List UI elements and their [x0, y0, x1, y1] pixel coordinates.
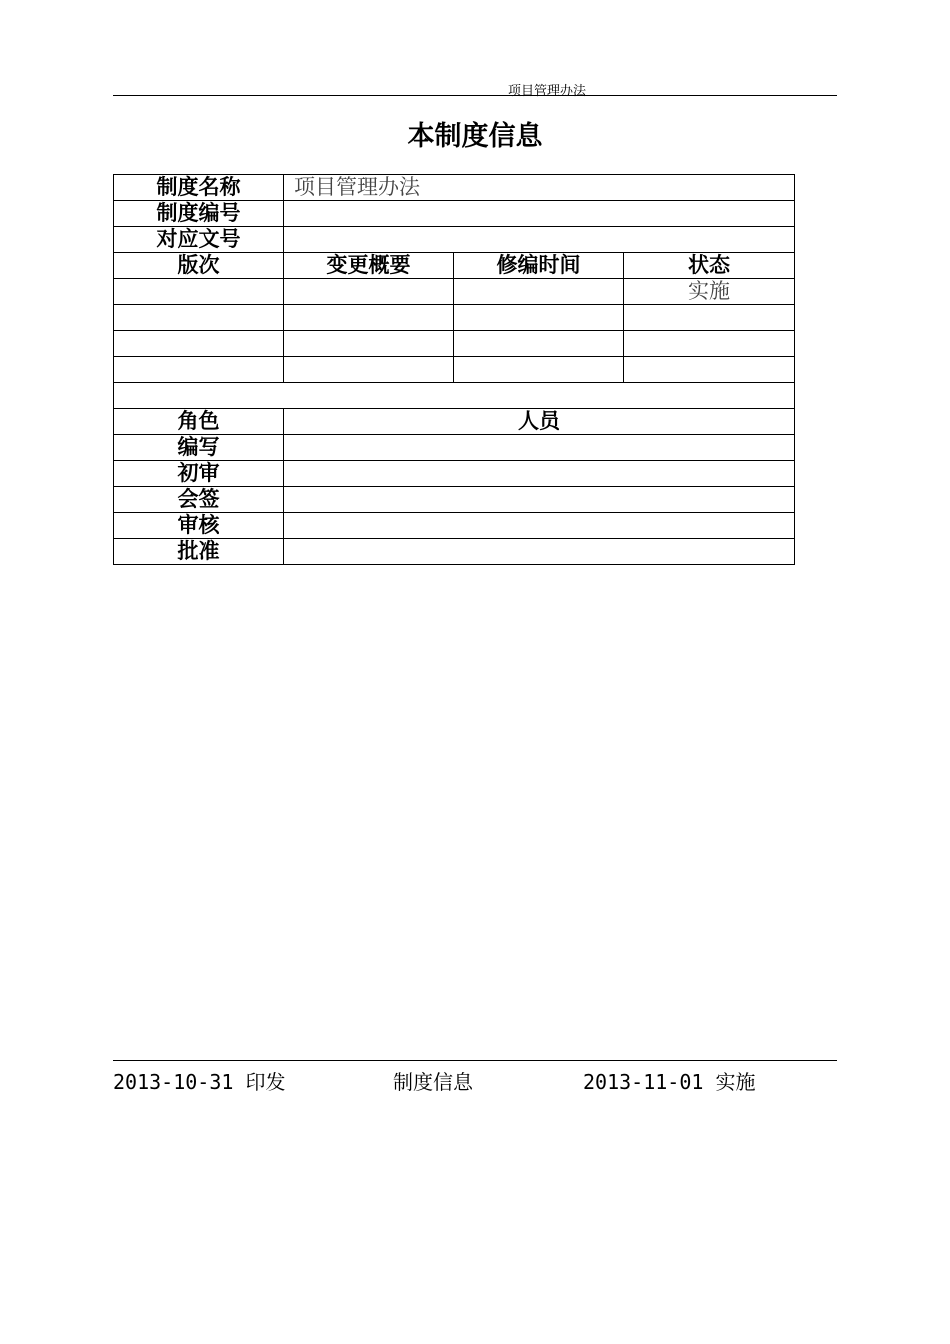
personnel-cell: [284, 513, 795, 539]
revision-time-cell: [454, 305, 624, 331]
footer-effective-date: 2013-11-01 实施: [583, 1070, 756, 1094]
change-summary-cell: [284, 305, 454, 331]
footer-issue-date: 2013-10-31 印发: [113, 1070, 286, 1094]
role-cell: 初审: [114, 461, 284, 487]
role-cell: 编写: [114, 435, 284, 461]
version-cell: [114, 357, 284, 383]
version-header: 版次: [114, 253, 284, 279]
page-header-title: 项目管理办法: [508, 84, 587, 99]
personnel-header: 人员: [284, 409, 795, 435]
version-cell: [114, 279, 284, 305]
footer-rule: [113, 1060, 837, 1061]
regulation-number-value: [284, 201, 795, 227]
revision-time-header: 修编时间: [454, 253, 624, 279]
role-cell: 会签: [114, 487, 284, 513]
regulation-info-table: [113, 174, 795, 565]
status-cell: [624, 331, 795, 357]
table-row: [114, 487, 795, 513]
header-rule: [113, 95, 837, 96]
revision-time-cell: [454, 357, 624, 383]
revision-time-cell: [454, 279, 624, 305]
table-row: [114, 227, 795, 253]
personnel-cell: [284, 435, 795, 461]
table-row: [114, 357, 795, 383]
change-summary-cell: [284, 357, 454, 383]
role-header: 角色: [114, 409, 284, 435]
status-header: 状态: [624, 253, 795, 279]
status-cell: 实施: [624, 279, 795, 305]
table-row: [114, 201, 795, 227]
role-cell: 审核: [114, 513, 284, 539]
personnel-cell: [284, 487, 795, 513]
version-header-row: [114, 253, 795, 279]
change-summary-cell: [284, 331, 454, 357]
document-number-label: 对应文号: [114, 227, 284, 253]
document-title: 本制度信息: [407, 121, 543, 152]
footer-title: 制度信息: [393, 1070, 473, 1094]
status-cell: [624, 357, 795, 383]
regulation-name-label: 制度名称: [114, 175, 284, 201]
table-row: [114, 539, 795, 565]
spacer-cell: [114, 383, 795, 409]
spacer-row: [114, 383, 795, 409]
document-number-value: [284, 227, 795, 253]
table-row: [114, 513, 795, 539]
personnel-cell: [284, 539, 795, 565]
change-summary-cell: [284, 279, 454, 305]
change-summary-header: 变更概要: [284, 253, 454, 279]
role-cell: 批准: [114, 539, 284, 565]
status-cell: [624, 305, 795, 331]
version-cell: [114, 305, 284, 331]
revision-time-cell: [454, 331, 624, 357]
table-row: [114, 461, 795, 487]
table-row: [114, 279, 795, 305]
table-row: [114, 175, 795, 201]
table-row: [114, 435, 795, 461]
personnel-cell: [284, 461, 795, 487]
version-cell: [114, 331, 284, 357]
table-row: [114, 305, 795, 331]
table-row: [114, 331, 795, 357]
roles-header-row: [114, 409, 795, 435]
regulation-number-label: 制度编号: [114, 201, 284, 227]
regulation-name-value: 项目管理办法: [284, 175, 795, 201]
